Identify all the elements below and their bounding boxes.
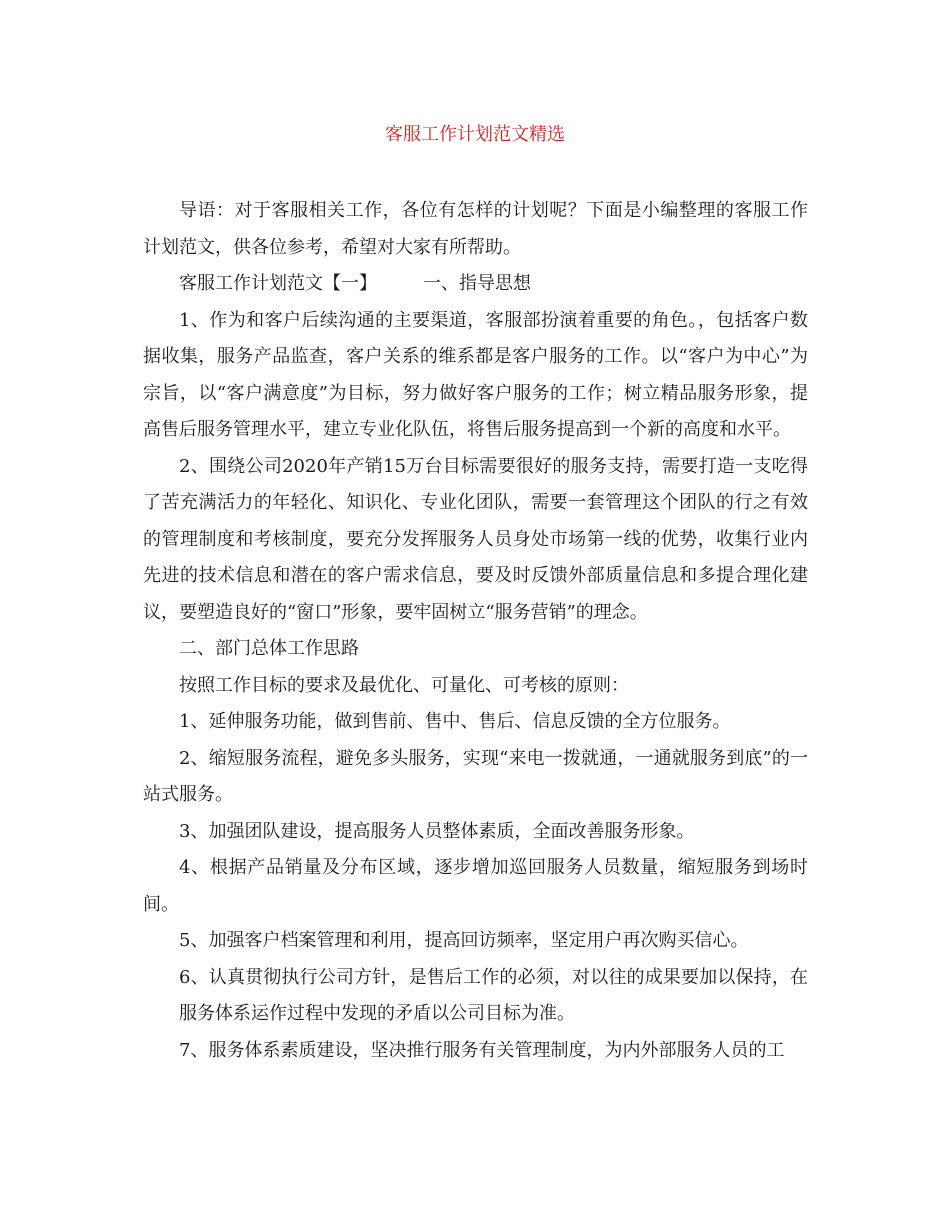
document-title: 客服工作计划范文精选 [385,124,565,145]
list-item: 3、加强团队建设，提高服务人员整体素质，全面改善服务形象。 [179,820,695,842]
principle-paragraph: 按照工作目标的要求及最优化、可量化、可考核的原则： [179,674,629,696]
guiding-thought-heading: 一、指导思想 [423,273,531,294]
list-item: 2、缩短服务流程，避免多头服务，实现“来电一拨就通，一通就服务到底”的一站式服务。 [143,747,808,805]
document-body [143,193,808,1069]
guideline-paragraph-1: 1、作为和客户后续沟通的主要渠道，客服部扮演着重要的角色。，包括客户数据收集，服务产品监查，客户关系的维系都是客户服务的工作。以“客户为中心”为宗旨，以“客户满意度”为目标，努力做好客户服务的工作；树立精品服务形象，提高售后服务管理水平，建立专业化队伍，将售后服务提高到一个新的高度和水平。 [143,309,808,440]
section-one-heading [143,266,808,303]
list-item: 1、延伸服务功能，做到售前、售中、售后、信息反馈的全方位服务。 [179,711,731,732]
section-two-heading: 二、部门总体工作思路 [179,638,359,659]
list-item: 6、认真贯彻执行公司方针，是售后工作的必须，对以往的成果要加以保持，在服务体系运作过程中发现的矛盾以公司目标为准。 [179,966,808,1024]
guideline-paragraph-2: 2、围绕公司2020年产销15万台目标需要很好的服务支持，需要打造一支吃得了苦充满活力的年轻化、知识化、专业化团队，需要一套管理这个团队的行之有效的管理制度和考核制度，要充分发挥服务人员身处市场第一线的优势，收集行业内先进的技术信息和潜在的客户需求信息，要及时反馈外部质量信息和多提合理化建议，要塑造良好的“窗口”形象，要牢固树立“服务营销”的理念。 [143,455,808,623]
list-item: 4、根据产品销量及分布区域，逐步增加巡回服务人员数量，缩短服务到场时间。 [143,857,808,915]
intro-paragraph: 导语：对于客服相关工作，各位有怎样的计划呢？下面是小编整理的客服工作计划范文，供各位参考，希望对大家有所帮助。 [143,200,808,258]
section-one-label: 客服工作计划范文【一】 [179,273,377,294]
list-item: 5、加强客户档案管理和利用，提高回访频率，坚定用户再次购买信心。 [179,930,749,951]
list-item: 7、服务体系素质建设，坚决推行服务有关管理制度，为内外部服务人员的工 [179,1039,785,1061]
